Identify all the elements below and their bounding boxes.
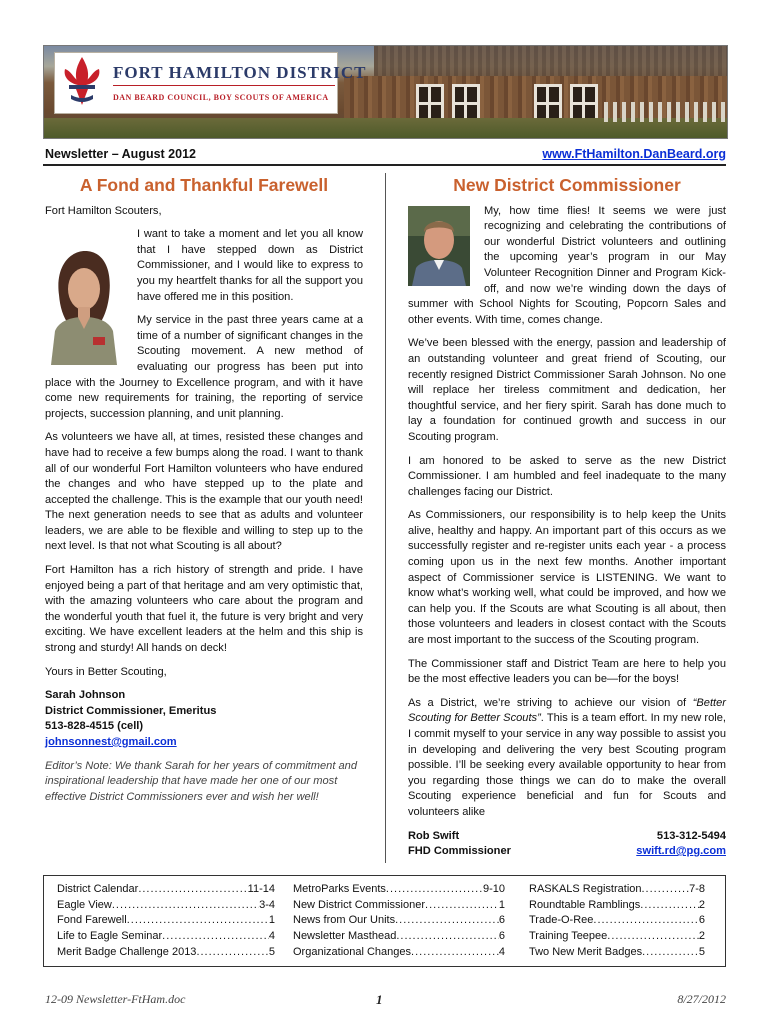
toc-item[interactable]: Training Teepee ..... 2 bbox=[529, 929, 705, 945]
signer-name: Sarah Johnson bbox=[45, 689, 126, 702]
toc-item[interactable]: RASKALS Registration ..... 7-8 bbox=[529, 882, 705, 898]
signer-phone: 513-828-4515 (cell) bbox=[45, 720, 144, 733]
toc-column-3 bbox=[529, 882, 705, 961]
masthead-banner bbox=[43, 45, 728, 139]
commissioner-signature-row-2 bbox=[408, 844, 726, 860]
fleur-de-lis-icon bbox=[59, 55, 105, 111]
website-link[interactable]: www.FtHamilton.DanBeard.org bbox=[542, 147, 726, 161]
commissioner-signature-row-1 bbox=[408, 829, 726, 845]
vision-lead-in: As a District, we’re striving to achieve our vision of bbox=[408, 696, 693, 709]
commissioner-paragraph-2: We’ve been blessed with the energy, passion and leadership of an outstanding volunteer and great friend of Scouting, our recently resigned District Commissioner Sarah Johnson. No one will replace her tireless commitment and dedication, her thoughtful service, and her fiery spirit. Sarah has done much to lay a foundation for continued growth and success in our Scouting program. bbox=[408, 337, 726, 443]
new-commissioner-article bbox=[408, 175, 726, 860]
footer-page-number: 1 bbox=[376, 992, 383, 1007]
column-divider bbox=[385, 173, 386, 863]
footer-date: 8/27/2012 bbox=[677, 992, 726, 1006]
toc-item[interactable]: District Calendar ..... 11-14 bbox=[57, 882, 275, 898]
toc-item[interactable]: News from Our Units ..... 6 bbox=[293, 913, 505, 929]
toc-item[interactable]: Organizational Changes ..... 4 bbox=[293, 945, 505, 961]
farewell-paragraph-3: As volunteers we have all, at times, resisted these changes and have had to receive a few bumps along the road. I want to thank all of our wonderful Fort Hamilton volunteers who have endured the changes and who have stepped up to the plate and accepted the challenge. This is the example that our youth need! The next generation needs to see that as adults and volunteer leaders, we are able to be flexible and willing to step up to the next level. Is that not what Scouting is all about? bbox=[45, 431, 363, 553]
sarah-johnson-photo bbox=[45, 245, 123, 365]
vision-text: . This is a team effort. In my new role, I commit myself to your service in any way possible to assist you in developing and delivering the very best Scouting program possible. I’ll be seeking every available opportunity to hear from you regarding those things we can do to make the overall Scouting experience beneficial and fun for Scouts and volunteers alike bbox=[408, 712, 726, 818]
portrait-woman-icon bbox=[45, 245, 123, 365]
toc-item[interactable]: New District Commissioner ..... 1 bbox=[293, 898, 505, 914]
banner-roof bbox=[374, 46, 727, 76]
commissioner-paragraph-3: I am honored to be asked to serve as the new District Commissioner. I am humbled and feel inadequate to the many challenges facing our District. bbox=[408, 454, 726, 498]
toc-column-1 bbox=[57, 882, 275, 961]
signer-email-link[interactable]: johnsonnest@gmail.com bbox=[45, 736, 177, 748]
toc-item[interactable]: Fond Farewell ..... 1 bbox=[57, 913, 275, 929]
farewell-closing: Yours in Better Scouting, bbox=[45, 665, 167, 678]
toc-column-2 bbox=[293, 882, 505, 961]
district-logo bbox=[54, 52, 367, 114]
commissioner-email-link[interactable]: swift.rd@pg.com bbox=[636, 845, 726, 858]
header-rule bbox=[43, 164, 726, 166]
banner-title: FORT HAMILTON DISTRICT bbox=[113, 63, 367, 82]
farewell-signature bbox=[45, 688, 363, 750]
toc-item[interactable]: Trade-O-Ree ..... 6 bbox=[529, 913, 705, 929]
table-of-contents bbox=[43, 875, 726, 967]
commissioner-paragraph-4: As Commissioners, our responsibility is to help keep the Units alive, healthy and happy. An important part of this occurs as we successfully register and re-register units each year - a process coming upon us in the next few months. Another important aspect of Commissioner service is LISTENING. We want to know what’s working well, what could be improved, and how we can help you. If the Scouts are what Scouting is all about, then those volunteers and leaders in closest contact with the Scouts are most important to the success of the Scouting program. bbox=[408, 509, 726, 647]
commissioner-paragraph-5: The Commissioner staff and District Team are here to help you be the most effective leaders you can be—for the boys! bbox=[408, 657, 726, 686]
commissioner-paragraph-1: My, how time flies! It seems we were just recognizing and celebrating the contributions of our wonderful District volunteers and outlining the upcoming year’s program in our May Volunteer Recognition Dinner and Program Kick-off, and now we’re winding down the days of summer with School Nights for Scouting, Popcorn Sales and other events. With time, comes change. bbox=[408, 204, 726, 326]
farewell-title: A Fond and Thankful Farewell bbox=[79, 175, 329, 195]
toc-item[interactable]: Merit Badge Challenge 2013 ..... 5 bbox=[57, 945, 275, 961]
commissioner-phone: 513-312-5494 bbox=[656, 829, 726, 842]
vision-quote: “Better Scouting for Better Scouts” bbox=[408, 696, 726, 725]
toc-item[interactable]: Newsletter Masthead ..... 6 bbox=[293, 929, 505, 945]
toc-item[interactable]: MetroParks Events ..... 9-10 bbox=[293, 882, 505, 898]
signer-title: District Commissioner, Emeritus bbox=[45, 704, 217, 717]
farewell-greeting: Fort Hamilton Scouters, bbox=[45, 204, 162, 217]
toc-item[interactable]: Two New Merit Badges ..... 5 bbox=[529, 945, 705, 961]
farewell-article bbox=[45, 175, 363, 813]
footer-filename: 12-09 Newsletter-FtHam.doc bbox=[45, 992, 186, 1006]
banner-divider bbox=[113, 85, 335, 86]
toc-item[interactable]: Eagle View ..... 3-4 bbox=[57, 898, 275, 914]
commissioner-paragraph-6 bbox=[408, 696, 726, 821]
banner-fence bbox=[604, 102, 727, 122]
newsletter-date: Newsletter – August 2012 bbox=[45, 147, 196, 161]
portrait-man-icon bbox=[408, 206, 470, 286]
new-commissioner-title: New District Commissioner bbox=[453, 175, 681, 195]
farewell-paragraph-2: My service in the past three years came at a time of a number of significant changes in the Scouting movement. A new method of evaluating our progress has been put into place with the Journey to Excellence program, and with it have come new requirements for training, the reporting of service projects, succession planning, and unit planning. bbox=[45, 314, 363, 420]
editor-note: Editor’s Note: We thank Sarah for her years of commitment and inspirational leadership that have made her one of our most effective District Commissioners ever and wish her well! bbox=[45, 759, 358, 803]
farewell-paragraph-1: I want to take a moment and let you all know that I have stepped down as District Commissioner, and I would like to express to you my heartfelt thanks for all the support you have offered me in this position. bbox=[137, 228, 363, 303]
toc-item[interactable]: Life to Eagle Seminar ..... 4 bbox=[57, 929, 275, 945]
rob-swift-photo bbox=[408, 206, 470, 286]
commissioner-title: FHD Commissioner bbox=[408, 845, 511, 858]
commissioner-name: Rob Swift bbox=[408, 829, 460, 842]
farewell-paragraph-4: Fort Hamilton has a rich history of strength and pride. I have enjoyed being a part of that heritage and am very optimistic that, with the amazing volunteers who care about the program and the wonderful youth that fuel it, the future is very bright and very exciting. We have excellent leaders at the helm and this ship is strong and sturdy! All hands on deck! bbox=[45, 564, 363, 655]
toc-item[interactable]: Roundtable Ramblings ..... 2 bbox=[529, 898, 705, 914]
banner-subtitle: DAN BEARD COUNCIL, BOY SCOUTS OF AMERICA bbox=[113, 93, 329, 102]
